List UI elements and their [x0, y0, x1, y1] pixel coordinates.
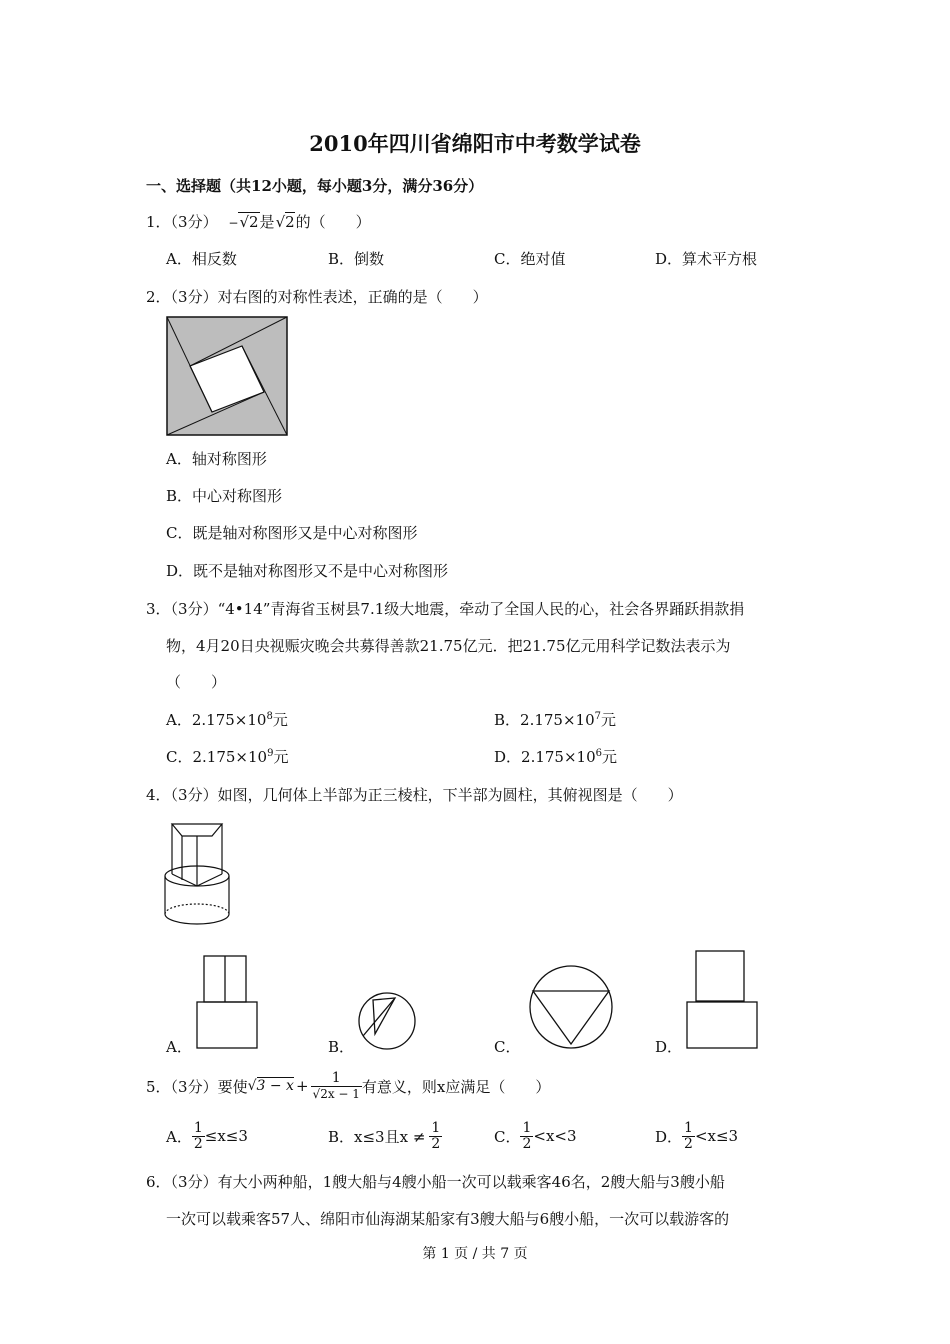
question-4-stem: 4．（3分）如图，几何体上半部为正三棱柱，下半部为圆柱，其俯视图是（ ） [146, 786, 683, 804]
q2-option-d: D．既不是轴对称图形又不是中心对称图形 [166, 562, 449, 580]
q5-option-d [655, 1116, 738, 1156]
q2-option-b: B．中心对称图形 [166, 487, 283, 505]
question-1-stem: 1．（3分） −√2是√2的（ ） [146, 213, 371, 231]
option-rest: <x<3 [533, 1127, 577, 1145]
radicand: 3 − x [256, 1078, 294, 1094]
q1-option-b: B．倒数 [328, 250, 385, 268]
q2-option-c: C．既是轴对称图形又是中心对称图形 [166, 524, 418, 542]
option-label: B．2.175×10 [494, 711, 595, 729]
question-number: 5．（3分）要使 [146, 1077, 248, 1096]
q3-option-d [494, 746, 617, 767]
option-label: A．2.175×10 [166, 711, 267, 729]
q5-option-c [494, 1116, 577, 1156]
question-6-line-2: 一次可以载乘客57人、绵阳市仙海湖某船家有3艘大船与6艘小船，一次可以载游客的 [166, 1210, 730, 1228]
exponent: 6 [595, 748, 602, 759]
fraction [520, 1121, 533, 1152]
q1-option-d: D．算术平方根 [655, 250, 758, 268]
q2-option-a: A．轴对称图形 [166, 450, 267, 468]
unit: 元 [601, 711, 617, 729]
option-label: C．2.175×10 [166, 748, 268, 766]
numerator: 1 [522, 1119, 532, 1136]
numerator: 1 [684, 1119, 693, 1136]
option-label: A． [166, 1127, 192, 1146]
unit: 元 [602, 748, 618, 766]
fraction [429, 1121, 442, 1152]
option-text: x≤3且x ≠ [354, 1127, 426, 1146]
prism-on-cylinder-figure [160, 818, 236, 930]
option-c-figure [528, 964, 614, 1050]
q4-option-c-label: C． [494, 1038, 521, 1056]
radicand-a: 2 [249, 213, 259, 231]
question-3-line-3: （ ） [166, 673, 227, 691]
radicand-b: 2 [285, 213, 295, 231]
q4-option-b-label: B． [328, 1038, 355, 1056]
q4-option-a-label: A． [166, 1038, 192, 1056]
stem-text-c: 的（ ） [295, 213, 371, 231]
question-2-stem: 2．（3分）对右图的对称性表述，正确的是（ ） [146, 288, 488, 306]
option-label: D．2.175×10 [494, 748, 596, 766]
exponent: 7 [594, 711, 601, 722]
page-title: 2010年四川省绵阳市中考数学试卷 [309, 131, 641, 156]
page-footer: 第 1 页 / 共 7 页 [422, 1246, 528, 1262]
exponent: 9 [267, 748, 274, 759]
fraction [192, 1121, 205, 1152]
numerator: 1 [311, 1071, 362, 1087]
denominator: 2 [522, 1135, 532, 1152]
option-rest: <x≤3 [694, 1127, 739, 1145]
option-a-figure [196, 954, 258, 1050]
q3-option-c [166, 746, 288, 767]
denominator: 2 [684, 1135, 693, 1152]
question-number: 1．（3分） [146, 213, 218, 231]
q1-option-a: A．相反数 [166, 250, 237, 268]
denominator: 2 [431, 1135, 441, 1152]
unit: 元 [273, 748, 289, 766]
q5-option-a [166, 1116, 248, 1156]
q4-option-d-label: D． [655, 1038, 683, 1056]
option-label: D． [655, 1127, 683, 1146]
minus-sign: − [228, 216, 239, 230]
option-d-figure [686, 950, 758, 1050]
option-rest: ≤x≤3 [204, 1127, 248, 1145]
stem-text-b: 是 [259, 213, 275, 231]
stem-end: 有意义，则x应满足（ ） [361, 1077, 551, 1096]
q1-option-c: C．绝对值 [494, 250, 566, 268]
q5-option-b [328, 1116, 442, 1156]
q3-option-b [494, 709, 616, 730]
option-label: B． [328, 1127, 355, 1146]
question-3-line-2: 物，4月20日央视赈灾晚会共募得善款21.75亿元．把21.75亿元用科学记数法表示为 [166, 637, 731, 655]
question-3-line-1: 3．（3分）“4•14”青海省玉树县7.1级大地震，牵动了全国人民的心，社会各界踊跃捐款捐 [146, 600, 745, 618]
q3-option-a [166, 709, 288, 730]
section-heading: 一、选择题（共12小题，每小题3分，满分36分） [146, 177, 484, 195]
denominator-radicand: 2x − 1 [320, 1086, 360, 1101]
denominator: 2 [193, 1135, 203, 1152]
unit: 元 [272, 711, 288, 729]
plus-sign: + [295, 1077, 309, 1095]
numerator: 1 [431, 1119, 441, 1136]
fraction: $\frac{1}{√2x - 1}$ [312, 1069, 360, 1101]
option-label: C． [494, 1127, 521, 1146]
option-b-figure [357, 992, 417, 1050]
exponent: 8 [266, 711, 273, 722]
fraction [682, 1121, 695, 1152]
numerator: 1 [193, 1119, 203, 1136]
question-6-line-1: 6．（3分）有大小两种船，1艘大船与4艘小船一次可以载乘客46名，2艘大船与3艘小船 [146, 1173, 725, 1191]
pinwheel-square-figure [166, 316, 288, 436]
question-5-stem: 5．（3分）要使 √3 − x + $\frac{1}{√2x - 1}$ 有意义，则x应满足（ ） [146, 1069, 551, 1101]
